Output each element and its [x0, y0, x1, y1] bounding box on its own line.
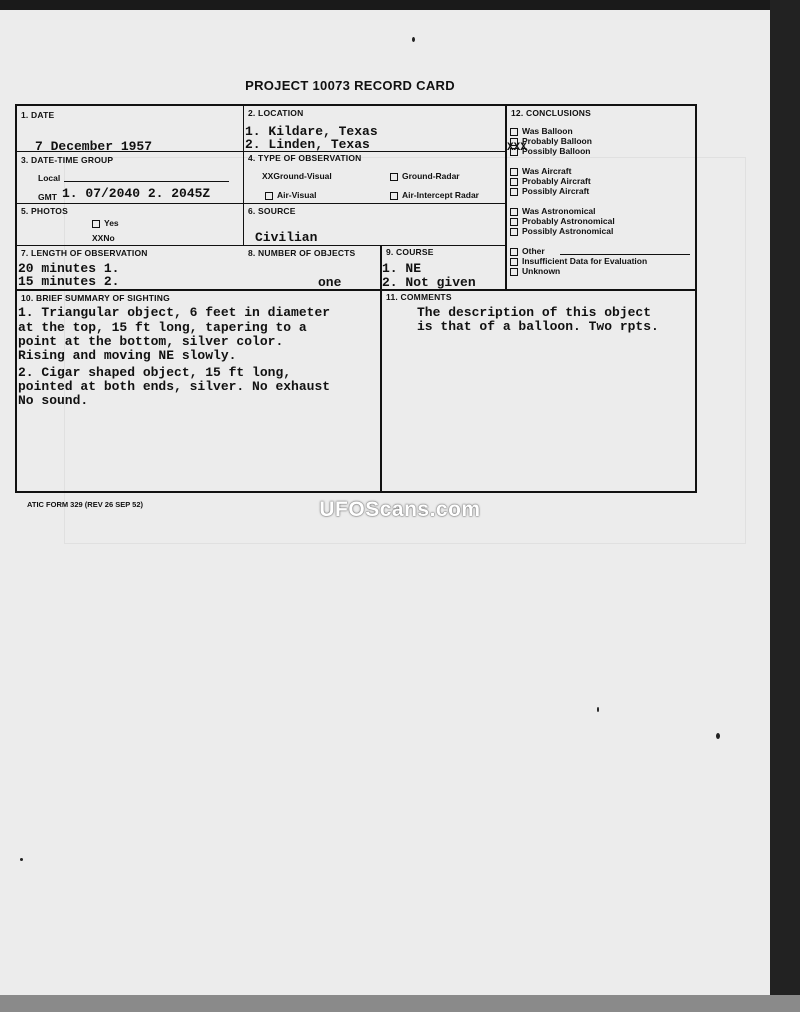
scan-edge-bottom	[0, 995, 800, 1012]
checkbox-icon	[390, 192, 398, 200]
local-label: Local	[38, 173, 61, 183]
conclusion-item: Was Aircraft	[510, 166, 571, 176]
checkbox-icon	[92, 220, 100, 228]
conclusion-item: Unknown	[510, 266, 560, 276]
divider	[243, 104, 244, 245]
summary-label: 10. BRIEF SUMMARY OF SIGHTING	[21, 293, 170, 303]
card-title: PROJECT 10073 RECORD CARD	[245, 78, 455, 93]
conclusion-item: Probably Aircraft	[510, 176, 591, 186]
conclusion-item: Probably Balloon	[510, 136, 592, 146]
divider	[15, 203, 505, 204]
course-line-1: 1. NE	[382, 261, 422, 276]
number-objects-label: 8. NUMBER OF OBJECTS	[248, 248, 356, 258]
location-line-2: 2. Linden, Texas	[245, 137, 370, 152]
summary-line: pointed at both ends, silver. No exhaust	[18, 379, 331, 394]
number-objects-value: one	[318, 275, 342, 290]
date-value: 7 December 1957	[35, 139, 153, 154]
photos-label: 5. PHOTOS	[21, 206, 68, 216]
photos-no-option: XXNo	[92, 233, 115, 243]
ground-radar-option: Ground-Radar	[390, 171, 460, 181]
ground-visual-option: XXGround-Visual	[262, 171, 332, 181]
scan-speck	[716, 733, 720, 739]
location-label: 2. LOCATION	[248, 108, 304, 118]
location-line-1: 1. Kildare, Texas	[245, 124, 378, 139]
local-underline	[64, 181, 229, 182]
checkbox-icon	[510, 258, 518, 266]
balloon-check-mark: XXX	[507, 142, 527, 154]
course-line-2: 2. Not given	[382, 275, 476, 290]
checkbox-icon	[510, 168, 518, 176]
summary-line: Rising and moving NE slowly.	[18, 348, 237, 363]
divider	[15, 245, 505, 246]
date-label: 1. DATE	[21, 110, 55, 120]
conclusion-item: Probably Astronomical	[510, 216, 615, 226]
course-label: 9. COURSE	[386, 247, 434, 257]
conclusion-item: Was Balloon	[510, 126, 573, 136]
comments-line-2: is that of a balloon. Two rpts.	[417, 319, 659, 334]
source-label: 6. SOURCE	[248, 206, 296, 216]
scan-speck	[412, 37, 415, 42]
conclusion-item: Other	[510, 246, 545, 256]
conclusions-label: 12. CONCLUSIONS	[511, 108, 591, 118]
checkbox-icon	[510, 128, 518, 136]
type-observation-label: 4. TYPE OF OBSERVATION	[248, 153, 362, 163]
source-value: Civilian	[255, 230, 318, 245]
scan-speck	[597, 707, 599, 712]
checkbox-icon	[390, 173, 398, 181]
checkbox-icon	[510, 218, 518, 226]
checkbox-icon	[510, 268, 518, 276]
gmt-value: 1. 07/2040 2. 2045Z	[62, 186, 211, 201]
summary-line: point at the bottom, silver color.	[18, 334, 284, 349]
divider	[505, 104, 507, 289]
conclusion-item: Was Astronomical	[510, 206, 596, 216]
comments-label: 11. COMMENTS	[386, 292, 452, 302]
conclusion-item: Possibly Aircraft	[510, 186, 589, 196]
checkbox-icon	[510, 208, 518, 216]
dtg-label: 3. DATE-TIME GROUP	[21, 155, 114, 165]
summary-line: 1. Triangular object, 6 feet in diameter	[18, 305, 331, 320]
summary-line: at the top, 15 ft long, tapering to a	[18, 320, 307, 335]
conclusion-item: Insufficient Data for Evaluation	[510, 256, 647, 266]
checkbox-icon	[265, 192, 273, 200]
watermark: UFOScans.com	[319, 498, 481, 521]
checkbox-icon	[510, 178, 518, 186]
length-line-1: 20 minutes 1.	[18, 261, 120, 276]
conclusion-item: Possibly Astronomical	[510, 226, 613, 236]
summary-line: 2. Cigar shaped object, 15 ft long,	[18, 365, 292, 380]
length-label: 7. LENGTH OF OBSERVATION	[21, 248, 148, 258]
comments-line-1: The description of this object	[417, 305, 652, 320]
air-intercept-option: Air-Intercept Radar	[390, 190, 479, 200]
divider	[15, 289, 697, 291]
other-underline	[560, 254, 690, 255]
gmt-label: GMT	[38, 192, 57, 202]
photos-yes-option: Yes	[92, 218, 119, 228]
form-number: ATIC FORM 329 (REV 26 SEP 52)	[27, 500, 144, 509]
summary-line: No sound.	[18, 393, 89, 408]
checkbox-icon	[510, 188, 518, 196]
length-line-2: 15 minutes 2.	[18, 274, 120, 289]
conclusion-item: Possibly Balloon	[510, 146, 591, 156]
checkbox-icon	[510, 228, 518, 236]
checkbox-icon	[510, 248, 518, 256]
air-visual-option: Air-Visual	[265, 190, 317, 200]
scan-speck	[20, 858, 23, 861]
